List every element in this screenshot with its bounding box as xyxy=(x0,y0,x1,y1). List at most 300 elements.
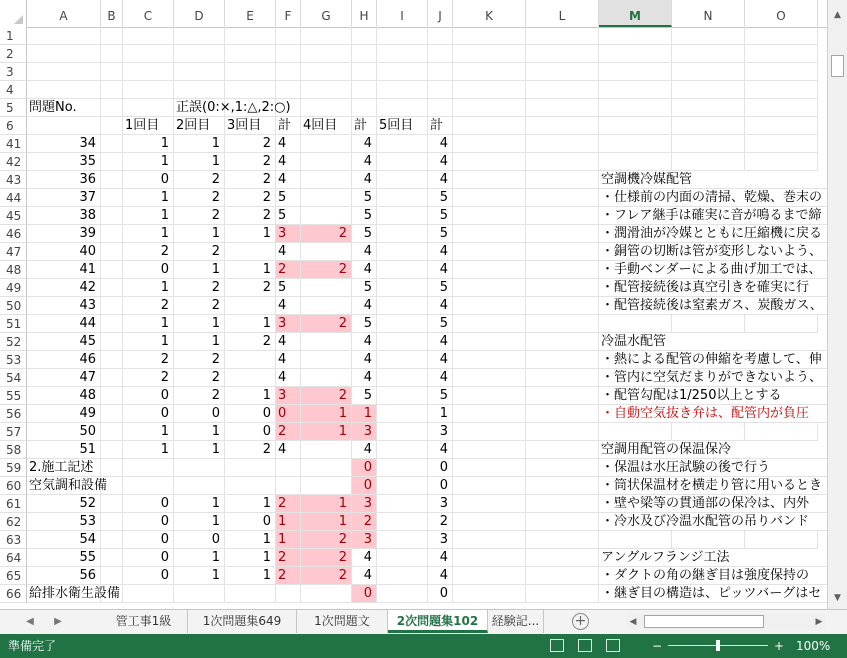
cell[interactable]: ・フレア継手は確実に音が鳴るまで締 xyxy=(599,207,827,225)
column-header-A[interactable]: A xyxy=(27,0,101,27)
cell[interactable]: 55 xyxy=(27,549,101,567)
cell[interactable]: ・銅管の切断は管が変形しないよう、 xyxy=(599,243,827,261)
cell[interactable]: 1 xyxy=(174,333,225,351)
cell[interactable]: 4 xyxy=(428,549,453,567)
cell[interactable] xyxy=(599,423,672,441)
cell[interactable]: 0 xyxy=(225,513,276,531)
cell[interactable]: 2 xyxy=(301,531,352,549)
cell[interactable]: 1 xyxy=(301,423,352,441)
cell[interactable] xyxy=(526,81,599,99)
cell[interactable] xyxy=(27,45,101,63)
row-header[interactable]: 41 xyxy=(0,135,27,153)
cell[interactable] xyxy=(526,189,599,207)
cell[interactable] xyxy=(225,297,276,315)
cell[interactable] xyxy=(526,351,599,369)
tab-next-icon[interactable]: ▶ xyxy=(54,616,62,627)
cell[interactable]: 1 xyxy=(352,405,377,423)
sheet-tab[interactable]: 1次問題集649 xyxy=(188,610,297,633)
scroll-down-icon[interactable]: ▼ xyxy=(834,593,841,603)
column-header-E[interactable]: E xyxy=(225,0,276,27)
cell[interactable]: 1 xyxy=(276,513,301,531)
cell[interactable]: 5 xyxy=(428,315,453,333)
cell[interactable]: 2 xyxy=(276,495,301,513)
cell[interactable] xyxy=(672,27,745,45)
cell[interactable] xyxy=(174,477,225,495)
cell[interactable]: ・熱による配管の伸縮を考慮して、伸 xyxy=(599,351,827,369)
row-header[interactable]: 57 xyxy=(0,423,27,441)
cell[interactable]: 2 xyxy=(174,207,225,225)
cell[interactable] xyxy=(101,153,123,171)
row-header[interactable]: 65 xyxy=(0,567,27,585)
cell[interactable] xyxy=(526,477,599,495)
cell[interactable]: ・潤滑油が冷媒とともに圧縮機に戻る xyxy=(599,225,827,243)
cell[interactable] xyxy=(526,135,599,153)
cell[interactable] xyxy=(377,333,428,351)
cell[interactable]: 空気調和設備 xyxy=(29,478,108,493)
cell[interactable] xyxy=(377,459,428,477)
cell[interactable] xyxy=(453,171,526,189)
cell[interactable] xyxy=(27,27,101,45)
row-header[interactable]: 58 xyxy=(0,441,27,459)
cell[interactable]: 56 xyxy=(27,567,101,585)
cell[interactable]: 5回目 xyxy=(377,117,428,135)
cell[interactable] xyxy=(599,135,672,153)
cell[interactable] xyxy=(453,207,526,225)
cell[interactable]: 2 xyxy=(174,189,225,207)
cell[interactable]: 5 xyxy=(352,207,377,225)
cell[interactable] xyxy=(101,423,123,441)
column-header-K[interactable]: K xyxy=(453,0,526,27)
cell[interactable]: 0 xyxy=(428,459,453,477)
row-header[interactable]: 53 xyxy=(0,351,27,369)
cell[interactable]: 4 xyxy=(276,441,301,459)
cell[interactable] xyxy=(301,189,352,207)
cell[interactable] xyxy=(745,531,818,549)
cell[interactable]: 1 xyxy=(123,207,174,225)
cell[interactable] xyxy=(672,423,745,441)
cell[interactable] xyxy=(225,477,276,495)
cell[interactable] xyxy=(101,315,123,333)
cell[interactable]: 4 xyxy=(352,351,377,369)
cell[interactable]: 1 xyxy=(225,261,276,279)
row-header[interactable]: 45 xyxy=(0,207,27,225)
cell[interactable]: ・筒状保温材を横走り管に用いるとき xyxy=(599,477,827,495)
cell[interactable]: 44 xyxy=(27,315,101,333)
cell[interactable] xyxy=(225,369,276,387)
cell[interactable] xyxy=(101,351,123,369)
cell[interactable] xyxy=(301,207,352,225)
cell[interactable]: ・保温は水圧試験の後で行う xyxy=(599,459,827,477)
cell[interactable]: 2 xyxy=(301,315,352,333)
cell[interactable] xyxy=(672,135,745,153)
cell[interactable]: 2 xyxy=(352,513,377,531)
cell[interactable] xyxy=(123,585,174,603)
cell[interactable] xyxy=(101,387,123,405)
row-header[interactable]: 49 xyxy=(0,279,27,297)
cell[interactable] xyxy=(377,81,428,99)
cell[interactable]: 50 xyxy=(27,423,101,441)
tab-prev-icon[interactable]: ◀ xyxy=(26,616,34,627)
cell[interactable] xyxy=(599,81,672,99)
cell[interactable]: 5 xyxy=(276,189,301,207)
add-sheet-button[interactable]: + xyxy=(572,613,589,630)
cell[interactable]: ・配管接続後は真空引きを確実に行 xyxy=(599,279,827,297)
cell[interactable]: 4 xyxy=(428,333,453,351)
cell[interactable] xyxy=(672,99,745,117)
cell[interactable]: 1 xyxy=(174,153,225,171)
cell[interactable]: 45 xyxy=(27,333,101,351)
column-header-M[interactable]: M xyxy=(599,0,672,27)
cell[interactable] xyxy=(453,549,526,567)
cell[interactable]: 2 xyxy=(225,135,276,153)
cell[interactable]: 4 xyxy=(352,261,377,279)
cell[interactable] xyxy=(745,45,818,63)
page-layout-view-icon[interactable] xyxy=(578,639,592,652)
cell[interactable] xyxy=(301,279,352,297)
sheet-tab[interactable]: 経験記... xyxy=(488,610,544,633)
cell[interactable] xyxy=(123,81,174,99)
cell[interactable] xyxy=(27,81,101,99)
cell[interactable] xyxy=(672,117,745,135)
cell[interactable]: 1 xyxy=(225,549,276,567)
cell[interactable] xyxy=(301,135,352,153)
horizontal-scroll-thumb[interactable] xyxy=(644,615,764,628)
cell[interactable] xyxy=(225,81,276,99)
cell[interactable]: 4 xyxy=(352,243,377,261)
cell[interactable] xyxy=(123,45,174,63)
cell[interactable]: 5 xyxy=(276,207,301,225)
cell[interactable]: 4 xyxy=(352,297,377,315)
cell[interactable]: 0 xyxy=(352,477,377,495)
vertical-scrollbar[interactable] xyxy=(827,0,847,609)
cell[interactable] xyxy=(428,99,453,117)
cell[interactable] xyxy=(526,225,599,243)
cell[interactable] xyxy=(453,261,526,279)
row-header[interactable]: 44 xyxy=(0,189,27,207)
cell[interactable]: 3 xyxy=(276,315,301,333)
cell[interactable] xyxy=(101,261,123,279)
cell[interactable] xyxy=(377,315,428,333)
cell[interactable]: 1 xyxy=(301,513,352,531)
cell[interactable]: 41 xyxy=(27,261,101,279)
cell[interactable] xyxy=(377,387,428,405)
cell[interactable]: 5 xyxy=(352,279,377,297)
cell[interactable] xyxy=(377,99,428,117)
cell[interactable] xyxy=(101,531,123,549)
cell[interactable]: 1 xyxy=(174,495,225,513)
row-header[interactable]: 64 xyxy=(0,549,27,567)
cell[interactable]: 0 xyxy=(352,459,377,477)
cell[interactable]: 54 xyxy=(27,531,101,549)
cell[interactable] xyxy=(377,495,428,513)
cell[interactable]: 4 xyxy=(276,135,301,153)
cell[interactable] xyxy=(526,27,599,45)
cell[interactable] xyxy=(301,369,352,387)
cell[interactable] xyxy=(101,117,123,135)
cell[interactable] xyxy=(377,585,428,603)
cell[interactable]: 5 xyxy=(428,279,453,297)
cell[interactable] xyxy=(123,459,174,477)
cell[interactable]: 36 xyxy=(27,171,101,189)
cell[interactable]: 2 xyxy=(301,261,352,279)
cell[interactable]: 4 xyxy=(428,567,453,585)
cell[interactable] xyxy=(672,81,745,99)
cell[interactable] xyxy=(225,459,276,477)
cell[interactable] xyxy=(745,99,818,117)
vertical-scroll-thumb[interactable] xyxy=(831,55,844,77)
cell[interactable]: 正誤(0:×,1:△,2:○) xyxy=(176,100,291,115)
cell[interactable]: 0 xyxy=(225,423,276,441)
cell[interactable] xyxy=(745,63,818,81)
sheet-tab[interactable]: 管工事1級 xyxy=(100,610,188,633)
cell[interactable] xyxy=(27,117,101,135)
cell[interactable] xyxy=(225,351,276,369)
cell[interactable]: 2 xyxy=(225,153,276,171)
cell[interactable]: 2 xyxy=(123,297,174,315)
cell[interactable] xyxy=(377,441,428,459)
cell[interactable]: 1 xyxy=(174,261,225,279)
cell[interactable] xyxy=(352,99,377,117)
cell[interactable] xyxy=(101,189,123,207)
cell[interactable] xyxy=(301,171,352,189)
cell[interactable]: ・管内に空気だまりができないよう、 xyxy=(599,369,827,387)
cell[interactable] xyxy=(453,81,526,99)
cell[interactable] xyxy=(453,513,526,531)
row-header[interactable]: 63 xyxy=(0,531,27,549)
cell[interactable]: 2.施工記述 xyxy=(27,459,101,477)
cell[interactable] xyxy=(672,531,745,549)
cell[interactable]: 0 xyxy=(123,549,174,567)
row-header[interactable]: 5 xyxy=(0,99,27,117)
cell[interactable]: ・仕様前の内面の清掃、乾燥、巻末の xyxy=(599,189,827,207)
cell[interactable]: ・冷水及び冷温水配管の吊りバンド xyxy=(599,513,827,531)
cell[interactable] xyxy=(453,225,526,243)
row-header[interactable]: 60 xyxy=(0,477,27,495)
cell[interactable]: 1 xyxy=(225,315,276,333)
cell[interactable] xyxy=(453,351,526,369)
cell[interactable] xyxy=(101,549,123,567)
zoom-knob[interactable] xyxy=(716,640,720,651)
cell[interactable] xyxy=(101,243,123,261)
cell[interactable] xyxy=(301,99,352,117)
cell[interactable] xyxy=(352,63,377,81)
cell[interactable] xyxy=(377,513,428,531)
cell[interactable] xyxy=(301,351,352,369)
cell[interactable]: 5 xyxy=(352,189,377,207)
cell[interactable] xyxy=(453,387,526,405)
cell[interactable]: 0 xyxy=(123,261,174,279)
cell[interactable]: 0 xyxy=(123,171,174,189)
cell[interactable] xyxy=(453,459,526,477)
cell[interactable] xyxy=(123,27,174,45)
cell[interactable]: 1 xyxy=(174,315,225,333)
cell[interactable] xyxy=(453,405,526,423)
cell[interactable]: 空調機冷媒配管 xyxy=(599,171,827,189)
cell[interactable]: 2 xyxy=(301,549,352,567)
cell[interactable]: 5 xyxy=(352,225,377,243)
cell[interactable]: 1 xyxy=(123,333,174,351)
cell[interactable] xyxy=(101,495,123,513)
cell[interactable] xyxy=(526,315,599,333)
cell[interactable] xyxy=(453,333,526,351)
cell[interactable]: 1 xyxy=(225,567,276,585)
cell[interactable]: 0 xyxy=(123,387,174,405)
row-header[interactable]: 3 xyxy=(0,63,27,81)
cell[interactable]: 4 xyxy=(276,171,301,189)
cell[interactable] xyxy=(377,423,428,441)
cell[interactable] xyxy=(428,63,453,81)
cell[interactable]: 3回目 xyxy=(225,117,276,135)
cell[interactable]: ・壁や梁等の貫通部の保冷は、内外 xyxy=(599,495,827,513)
cell[interactable]: 2 xyxy=(225,171,276,189)
cell[interactable] xyxy=(101,99,123,117)
cell[interactable]: 3 xyxy=(428,531,453,549)
cell[interactable] xyxy=(101,63,123,81)
row-header[interactable]: 66 xyxy=(0,585,27,603)
cell[interactable]: 2 xyxy=(428,513,453,531)
column-header-O[interactable]: O xyxy=(745,0,818,27)
cell[interactable]: 2 xyxy=(174,297,225,315)
cell[interactable]: 0 xyxy=(428,585,453,603)
cell[interactable]: 2 xyxy=(225,279,276,297)
cell[interactable]: 1 xyxy=(123,189,174,207)
cell[interactable] xyxy=(377,297,428,315)
cell[interactable]: 給排水衛生設備 xyxy=(29,586,121,601)
cell[interactable] xyxy=(377,351,428,369)
row-header[interactable]: 42 xyxy=(0,153,27,171)
cell[interactable]: 0 xyxy=(174,531,225,549)
cell[interactable] xyxy=(453,189,526,207)
cell[interactable] xyxy=(301,81,352,99)
cell[interactable]: 2 xyxy=(301,567,352,585)
cell[interactable]: 42 xyxy=(27,279,101,297)
cell[interactable]: 1 xyxy=(225,225,276,243)
cell[interactable] xyxy=(599,99,672,117)
cell[interactable] xyxy=(225,585,276,603)
cell[interactable] xyxy=(453,567,526,585)
cell[interactable]: 2 xyxy=(174,243,225,261)
cell[interactable]: 1 xyxy=(123,423,174,441)
cell[interactable]: 4 xyxy=(428,261,453,279)
cell[interactable]: 48 xyxy=(27,387,101,405)
cell[interactable]: 問題No. xyxy=(27,99,101,117)
cell[interactable] xyxy=(453,99,526,117)
cell[interactable] xyxy=(101,225,123,243)
cell[interactable]: 3 xyxy=(352,495,377,513)
zoom-out-button[interactable]: − xyxy=(652,639,663,653)
cell[interactable]: 1 xyxy=(428,405,453,423)
cell[interactable]: 38 xyxy=(27,207,101,225)
cell[interactable]: 2 xyxy=(225,333,276,351)
cell[interactable]: ・手動ベンダーによる曲げ加工では、 xyxy=(599,261,827,279)
cell[interactable]: 37 xyxy=(27,189,101,207)
cell[interactable] xyxy=(526,99,599,117)
cell[interactable] xyxy=(276,27,301,45)
cell[interactable]: 4 xyxy=(428,297,453,315)
cell[interactable] xyxy=(672,63,745,81)
cell[interactable]: 2 xyxy=(123,351,174,369)
horizontal-scrollbar[interactable] xyxy=(626,614,826,630)
cell[interactable] xyxy=(745,135,818,153)
cell[interactable]: 4 xyxy=(352,171,377,189)
cell[interactable] xyxy=(225,45,276,63)
cell[interactable]: 1 xyxy=(174,225,225,243)
cell[interactable] xyxy=(225,63,276,81)
cell[interactable]: 49 xyxy=(27,405,101,423)
cell[interactable]: 5 xyxy=(352,387,377,405)
cell[interactable] xyxy=(301,585,352,603)
cell[interactable] xyxy=(453,135,526,153)
cell[interactable]: 1 xyxy=(174,549,225,567)
cell[interactable]: 34 xyxy=(27,135,101,153)
cell[interactable]: 5 xyxy=(428,225,453,243)
cell[interactable]: 4回目 xyxy=(301,117,352,135)
cell[interactable]: 0 xyxy=(225,405,276,423)
cell[interactable] xyxy=(453,585,526,603)
cell[interactable] xyxy=(526,423,599,441)
cell[interactable]: 2 xyxy=(301,387,352,405)
cell[interactable] xyxy=(599,45,672,63)
column-header-L[interactable]: L xyxy=(526,0,599,27)
cell[interactable] xyxy=(526,567,599,585)
cell[interactable] xyxy=(101,567,123,585)
cell[interactable] xyxy=(276,63,301,81)
cell[interactable] xyxy=(745,27,818,45)
cell[interactable] xyxy=(526,585,599,603)
cell[interactable]: 1 xyxy=(123,135,174,153)
cell[interactable] xyxy=(174,459,225,477)
row-header[interactable]: 47 xyxy=(0,243,27,261)
cell[interactable] xyxy=(352,81,377,99)
cell[interactable] xyxy=(672,315,745,333)
cell[interactable] xyxy=(599,27,672,45)
cell[interactable]: 4 xyxy=(352,567,377,585)
cell[interactable] xyxy=(101,81,123,99)
scroll-left-icon[interactable]: ◀ xyxy=(629,617,637,627)
cell[interactable]: 4 xyxy=(428,243,453,261)
cell[interactable] xyxy=(101,27,123,45)
cell[interactable]: 1 xyxy=(123,441,174,459)
cell[interactable]: ・継ぎ目の構造は、ピッツバーグはセ xyxy=(599,585,827,603)
cell[interactable] xyxy=(225,27,276,45)
cell[interactable] xyxy=(526,63,599,81)
cell[interactable] xyxy=(453,117,526,135)
cell[interactable] xyxy=(453,531,526,549)
cell[interactable]: 5 xyxy=(428,387,453,405)
cell[interactable] xyxy=(101,333,123,351)
cell[interactable] xyxy=(453,315,526,333)
cell[interactable]: 40 xyxy=(27,243,101,261)
row-header[interactable]: 48 xyxy=(0,261,27,279)
cell[interactable]: 43 xyxy=(27,297,101,315)
cell[interactable]: 冷温水配管 xyxy=(599,333,827,351)
cell[interactable]: 1 xyxy=(174,135,225,153)
scroll-up-icon[interactable]: ▲ xyxy=(834,10,841,20)
cell[interactable] xyxy=(276,45,301,63)
cell[interactable]: 1 xyxy=(301,495,352,513)
cell[interactable] xyxy=(101,135,123,153)
cell[interactable]: 0 xyxy=(123,567,174,585)
cell[interactable]: 0 xyxy=(123,495,174,513)
cell[interactable]: 0 xyxy=(352,585,377,603)
cell[interactable]: 2 xyxy=(276,549,301,567)
page-break-view-icon[interactable] xyxy=(606,639,620,652)
cell[interactable]: 1 xyxy=(225,387,276,405)
cell[interactable] xyxy=(301,63,352,81)
cell[interactable] xyxy=(526,387,599,405)
cell[interactable] xyxy=(352,45,377,63)
select-all-button[interactable] xyxy=(0,0,27,27)
